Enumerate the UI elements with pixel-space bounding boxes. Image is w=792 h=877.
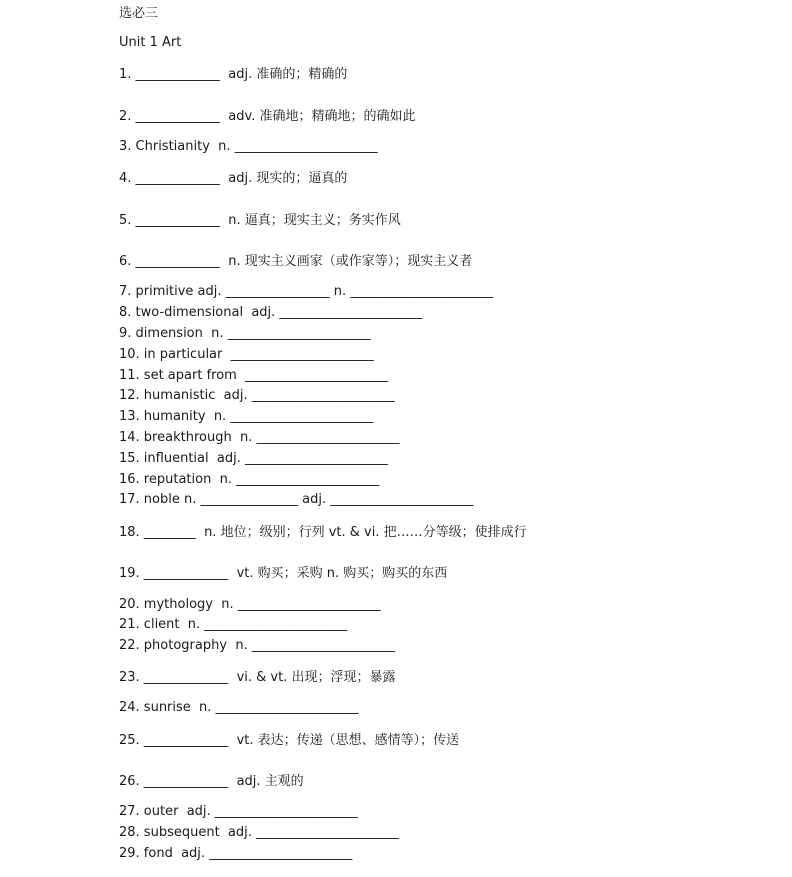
vocab-item-10: 10. in particular ______________________ [119, 347, 374, 362]
vocab-item-27: 27. outer adj. ______________________ [119, 804, 358, 819]
vocab-item-6: 6. _____________ n. 现实主义画家（或作家等）；现实主义者 [119, 254, 473, 269]
vocab-item-24: 24. sunrise n. ______________________ [119, 700, 359, 715]
unit-title: Unit 1 Art [119, 35, 182, 50]
vocab-item-21: 21. client n. ______________________ [119, 617, 348, 632]
vocab-item-15: 15. influential adj. ______________________ [119, 451, 388, 466]
vocab-item-28: 28. subsequent adj. ______________________ [119, 825, 400, 840]
vocab-item-19: 19. _____________ vt. 购买；采购 n. 购买；购买的东西 [119, 566, 448, 581]
vocab-item-22: 22. photography n. ______________________ [119, 638, 395, 653]
vocab-item-26: 26. _____________ adj. 主观的 [119, 774, 304, 789]
vocab-item-23: 23. _____________ vi. & vt. 出现；浮现；暴露 [119, 670, 396, 685]
vocab-item-17: 17. noble n. _______________ adj. ______________________ [119, 492, 474, 507]
vocab-item-9: 9. dimension n. ______________________ [119, 326, 371, 341]
vocab-item-4: 4. _____________ adj. 现实的；逼真的 [119, 171, 348, 186]
vocab-item-8: 8. two-dimensional adj. ______________________ [119, 305, 423, 320]
vocab-item-20: 20. mythology n. ______________________ [119, 597, 381, 612]
vocab-item-5: 5. _____________ n. 逼真；现实主义；务实作风 [119, 213, 401, 228]
vocab-item-12: 12. humanistic adj. ______________________ [119, 388, 395, 403]
vocab-item-7: 7. primitive adj. ________________ n. ______________________ [119, 284, 494, 299]
vocab-item-16: 16. reputation n. ______________________ [119, 472, 380, 487]
vocab-item-3: 3. Christianity n. ______________________ [119, 139, 378, 154]
vocab-item-1: 1. _____________ adj. 准确的；精确的 [119, 67, 348, 82]
vocab-item-18: 18. ________ n. 地位；级别；行列 vt. & vi. 把……分等级；使排成行 [119, 525, 527, 540]
vocab-item-2: 2. _____________ adv. 准确地；精确地；的确如此 [119, 109, 416, 124]
vocab-item-11: 11. set apart from ______________________ [119, 368, 389, 383]
book-title: 选必三 [119, 6, 159, 21]
vocab-item-13: 13. humanity n. ______________________ [119, 409, 374, 424]
vocab-item-14: 14. breakthrough n. ______________________ [119, 430, 400, 445]
vocab-item-29: 29. fond adj. ______________________ [119, 846, 353, 861]
vocab-item-25: 25. _____________ vt. 表达；传递（思想、感情等）；传送 [119, 733, 460, 748]
